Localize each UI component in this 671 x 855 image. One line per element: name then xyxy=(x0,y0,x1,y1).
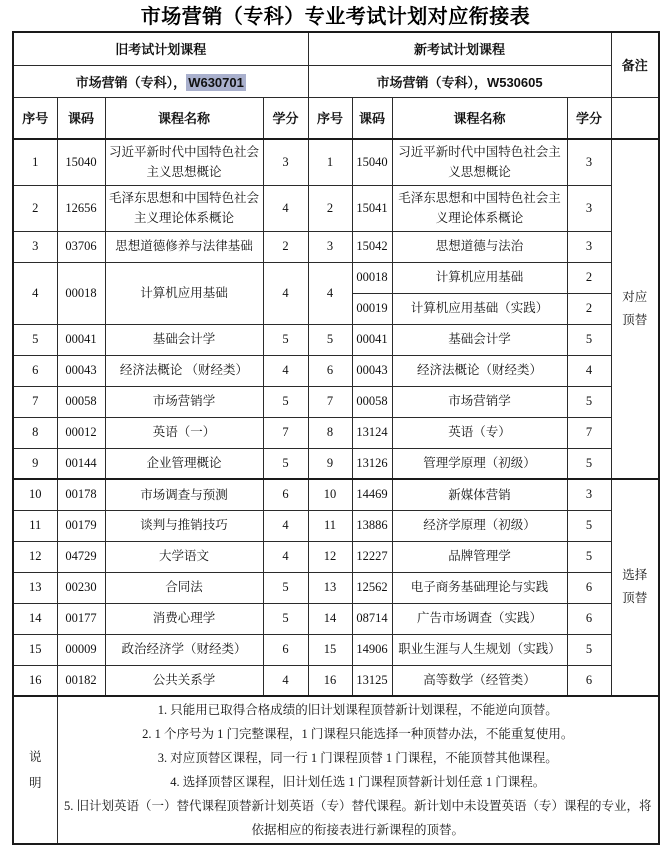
new-code-cell: 13124 xyxy=(352,417,392,448)
new-seq-cell: 10 xyxy=(308,479,352,510)
course-mapping-table xyxy=(12,31,660,845)
old-code-cell: 00230 xyxy=(57,572,105,603)
old-seq-header: 序号 xyxy=(13,97,57,139)
old-code-cell: 00144 xyxy=(57,448,105,479)
old-name-cell: 计算机应用基础 xyxy=(105,262,263,324)
new-credit-cell: 4 xyxy=(567,355,611,386)
old-code-cell: 00058 xyxy=(57,386,105,417)
table-row xyxy=(13,510,659,541)
new-code-cell: 12227 xyxy=(352,541,392,572)
new-code-cell: 00019 xyxy=(352,293,392,324)
old-seq-cell: 5 xyxy=(13,324,57,355)
table-row xyxy=(13,324,659,355)
old-credit-cell: 4 xyxy=(263,185,308,231)
note-line: 1. 只能用已取得合格成绩的旧计划课程顶替新计划课程，不能逆向顶替。 xyxy=(157,703,558,717)
new-credit-cell: 2 xyxy=(567,293,611,324)
old-seq-cell: 12 xyxy=(13,541,57,572)
new-seq-cell: 7 xyxy=(308,386,352,417)
new-name-cell: 计算机应用基础 xyxy=(392,262,567,293)
old-code-cell: 00177 xyxy=(57,603,105,634)
old-seq-cell: 15 xyxy=(13,634,57,665)
note-line: 5. 旧计划英语（一）替代课程顶替新计划英语（专）替代课程。新计划中未设置英语（专）课程的专业，将依据相应的衔接表进行新课程的顶替。 xyxy=(64,799,652,837)
new-name-cell: 市场营销学 xyxy=(392,386,567,417)
old-credit-cell: 3 xyxy=(263,139,308,185)
old-name-cell: 公共关系学 xyxy=(105,665,263,696)
old-credit-cell: 4 xyxy=(263,541,308,572)
new-seq-cell: 15 xyxy=(308,634,352,665)
new-name-cell: 习近平新时代中国特色社会主义思想概论 xyxy=(392,139,567,185)
old-code-cell: 00041 xyxy=(57,324,105,355)
table-row xyxy=(13,97,659,139)
new-code-cell: 15041 xyxy=(352,185,392,231)
new-seq-cell: 11 xyxy=(308,510,352,541)
table-row xyxy=(13,386,659,417)
old-code-cell: 00009 xyxy=(57,634,105,665)
old-name-cell: 思想道德修养与法律基础 xyxy=(105,231,263,262)
old-seq-cell: 11 xyxy=(13,510,57,541)
old-credit-cell: 2 xyxy=(263,231,308,262)
new-name-cell: 经济学原理（初级） xyxy=(392,510,567,541)
new-name-cell: 经济法概论（财经类） xyxy=(392,355,567,386)
old-credit-cell: 5 xyxy=(263,572,308,603)
new-name-header: 课程名称 xyxy=(392,97,567,139)
new-name-cell: 计算机应用基础（实践） xyxy=(392,293,567,324)
new-name-cell: 英语（专） xyxy=(392,417,567,448)
old-credit-cell: 4 xyxy=(263,262,308,324)
new-seq-cell: 8 xyxy=(308,417,352,448)
old-seq-cell: 7 xyxy=(13,386,57,417)
new-seq-cell: 2 xyxy=(308,185,352,231)
new-code-cell: 14906 xyxy=(352,634,392,665)
new-seq-cell: 12 xyxy=(308,541,352,572)
old-name-cell: 市场营销学 xyxy=(105,386,263,417)
old-seq-cell: 10 xyxy=(13,479,57,510)
new-credit-cell: 6 xyxy=(567,603,611,634)
new-name-cell: 思想道德与法治 xyxy=(392,231,567,262)
old-credit-cell: 7 xyxy=(263,417,308,448)
new-credit-cell: 7 xyxy=(567,417,611,448)
new-code-cell: 00058 xyxy=(352,386,392,417)
note-line: 3. 对应顶替区课程，同一行 1 门课程顶替 1 门课程，不能顶替其他课程。 xyxy=(157,751,558,765)
new-credit-cell: 5 xyxy=(567,541,611,572)
new-name-cell: 新媒体营销 xyxy=(392,479,567,510)
new-major-cell: 市场营销（专科），W530605 xyxy=(308,65,611,97)
remark-header: 备注 xyxy=(611,32,659,97)
old-seq-cell: 9 xyxy=(13,448,57,479)
old-name-cell: 政治经济学（财经类） xyxy=(105,634,263,665)
remark-correspond-text: 对应顶替 xyxy=(622,289,648,327)
table-row xyxy=(13,355,659,386)
new-credit-cell: 3 xyxy=(567,185,611,231)
old-name-cell: 市场调查与预测 xyxy=(105,479,263,510)
new-name-cell: 职业生涯与人生规划（实践） xyxy=(392,634,567,665)
new-credit-cell: 3 xyxy=(567,139,611,185)
note-line: 4. 选择顶替区课程，旧计划任选 1 门课程顶替新计划任意 1 门课程。 xyxy=(170,775,546,789)
new-code-cell: 15040 xyxy=(352,139,392,185)
old-code-cell: 15040 xyxy=(57,139,105,185)
old-name-cell: 大学语文 xyxy=(105,541,263,572)
old-name-cell: 合同法 xyxy=(105,572,263,603)
new-name-cell: 广告市场调查（实践） xyxy=(392,603,567,634)
old-credit-cell: 4 xyxy=(263,355,308,386)
new-credit-cell: 3 xyxy=(567,479,611,510)
new-credit-cell: 3 xyxy=(567,231,611,262)
old-credit-cell: 6 xyxy=(263,634,308,665)
new-credit-cell: 5 xyxy=(567,510,611,541)
table-row xyxy=(13,665,659,696)
old-code-cell: 03706 xyxy=(57,231,105,262)
new-code-header: 课码 xyxy=(352,97,392,139)
notes-label-text: 说明 xyxy=(28,749,42,790)
old-name-header: 课程名称 xyxy=(105,97,263,139)
new-code-cell: 13125 xyxy=(352,665,392,696)
new-credit-cell: 5 xyxy=(567,448,611,479)
old-code-cell: 00178 xyxy=(57,479,105,510)
old-credit-cell: 5 xyxy=(263,324,308,355)
old-credit-header: 学分 xyxy=(263,97,308,139)
new-code-cell: 00043 xyxy=(352,355,392,386)
notes-label-cell xyxy=(13,696,57,844)
old-name-cell: 经济法概论 （财经类） xyxy=(105,355,263,386)
new-code-cell: 12562 xyxy=(352,572,392,603)
table-row xyxy=(13,231,659,262)
old-name-cell: 企业管理概论 xyxy=(105,448,263,479)
old-name-cell: 谈判与推销技巧 xyxy=(105,510,263,541)
new-credit-cell: 5 xyxy=(567,386,611,417)
new-credit-cell: 5 xyxy=(567,324,611,355)
new-credit-cell: 5 xyxy=(567,634,611,665)
note-line: 2. 1 个序号为 1 门完整课程，1 门课程只能选择一种顶替办法，不能重复使用。 xyxy=(142,727,574,741)
old-seq-cell: 4 xyxy=(13,262,57,324)
new-name-cell: 电子商务基础理论与实践 xyxy=(392,572,567,603)
old-seq-cell: 2 xyxy=(13,185,57,231)
new-seq-cell: 6 xyxy=(308,355,352,386)
new-name-cell: 高等数学（经管类） xyxy=(392,665,567,696)
table-row xyxy=(13,634,659,665)
old-credit-cell: 5 xyxy=(263,386,308,417)
table-row xyxy=(13,417,659,448)
new-seq-cell: 14 xyxy=(308,603,352,634)
page-title: 市场营销（专科）专业考试计划对应衔接表 xyxy=(140,6,531,28)
remark-correspond-cell xyxy=(611,139,659,479)
old-major-text: 市场营销（专科）， xyxy=(75,74,187,90)
old-major-code-highlight: W630701 xyxy=(188,74,244,90)
old-name-cell: 英语（一） xyxy=(105,417,263,448)
new-code-cell: 13886 xyxy=(352,510,392,541)
old-credit-cell: 5 xyxy=(263,448,308,479)
old-seq-cell: 8 xyxy=(13,417,57,448)
new-credit-cell: 2 xyxy=(567,262,611,293)
new-name-cell: 管理学原理（初级） xyxy=(392,448,567,479)
old-seq-cell: 16 xyxy=(13,665,57,696)
new-credit-cell: 6 xyxy=(567,572,611,603)
remark-choose-cell xyxy=(611,479,659,696)
table-row xyxy=(13,603,659,634)
notes-cell xyxy=(57,696,659,844)
table-row xyxy=(13,185,659,231)
old-name-cell: 毛泽东思想和中国特色社会主义理论体系概论 xyxy=(105,185,263,231)
old-code-cell: 00182 xyxy=(57,665,105,696)
table-row xyxy=(13,139,659,185)
table-row xyxy=(13,262,659,293)
table-row xyxy=(13,696,659,844)
new-code-cell: 08714 xyxy=(352,603,392,634)
new-seq-cell: 16 xyxy=(308,665,352,696)
new-name-cell: 基础会计学 xyxy=(392,324,567,355)
old-seq-cell: 1 xyxy=(13,139,57,185)
old-name-cell: 基础会计学 xyxy=(105,324,263,355)
new-plan-header: 新考试计划课程 xyxy=(308,32,611,65)
old-plan-header: 旧考试计划课程 xyxy=(13,32,308,65)
table-row xyxy=(13,541,659,572)
table-row xyxy=(13,65,659,97)
new-credit-header: 学分 xyxy=(567,97,611,139)
new-seq-cell: 13 xyxy=(308,572,352,603)
new-code-cell: 00018 xyxy=(352,262,392,293)
old-seq-cell: 13 xyxy=(13,572,57,603)
old-code-cell: 00012 xyxy=(57,417,105,448)
new-name-cell: 品牌管理学 xyxy=(392,541,567,572)
old-name-cell: 消费心理学 xyxy=(105,603,263,634)
new-code-cell: 13126 xyxy=(352,448,392,479)
old-credit-cell: 5 xyxy=(263,603,308,634)
new-name-cell: 毛泽东思想和中国特色社会主义理论体系概论 xyxy=(392,185,567,231)
new-seq-cell: 5 xyxy=(308,324,352,355)
old-code-cell: 12656 xyxy=(57,185,105,231)
old-name-cell: 习近平新时代中国特色社会主义思想概论 xyxy=(105,139,263,185)
old-major-cell xyxy=(13,65,308,97)
new-seq-cell: 4 xyxy=(308,262,352,324)
table-row xyxy=(13,32,659,65)
old-seq-cell: 14 xyxy=(13,603,57,634)
new-code-cell: 00041 xyxy=(352,324,392,355)
old-credit-cell: 4 xyxy=(263,510,308,541)
table-row xyxy=(13,479,659,510)
old-credit-cell: 4 xyxy=(263,665,308,696)
remark-empty-cell xyxy=(611,97,659,139)
new-seq-header: 序号 xyxy=(308,97,352,139)
old-code-header: 课码 xyxy=(57,97,105,139)
old-seq-cell: 6 xyxy=(13,355,57,386)
new-credit-cell: 6 xyxy=(567,665,611,696)
old-seq-cell: 3 xyxy=(13,231,57,262)
table-row xyxy=(13,448,659,479)
old-code-cell: 00018 xyxy=(57,262,105,324)
new-seq-cell: 3 xyxy=(308,231,352,262)
old-credit-cell: 6 xyxy=(263,479,308,510)
new-code-cell: 15042 xyxy=(352,231,392,262)
old-code-cell: 00179 xyxy=(57,510,105,541)
old-code-cell: 00043 xyxy=(57,355,105,386)
new-seq-cell: 9 xyxy=(308,448,352,479)
new-code-cell: 14469 xyxy=(352,479,392,510)
new-seq-cell: 1 xyxy=(308,139,352,185)
old-code-cell: 04729 xyxy=(57,541,105,572)
remark-choose-text: 选择顶替 xyxy=(622,568,648,606)
table-row xyxy=(13,572,659,603)
